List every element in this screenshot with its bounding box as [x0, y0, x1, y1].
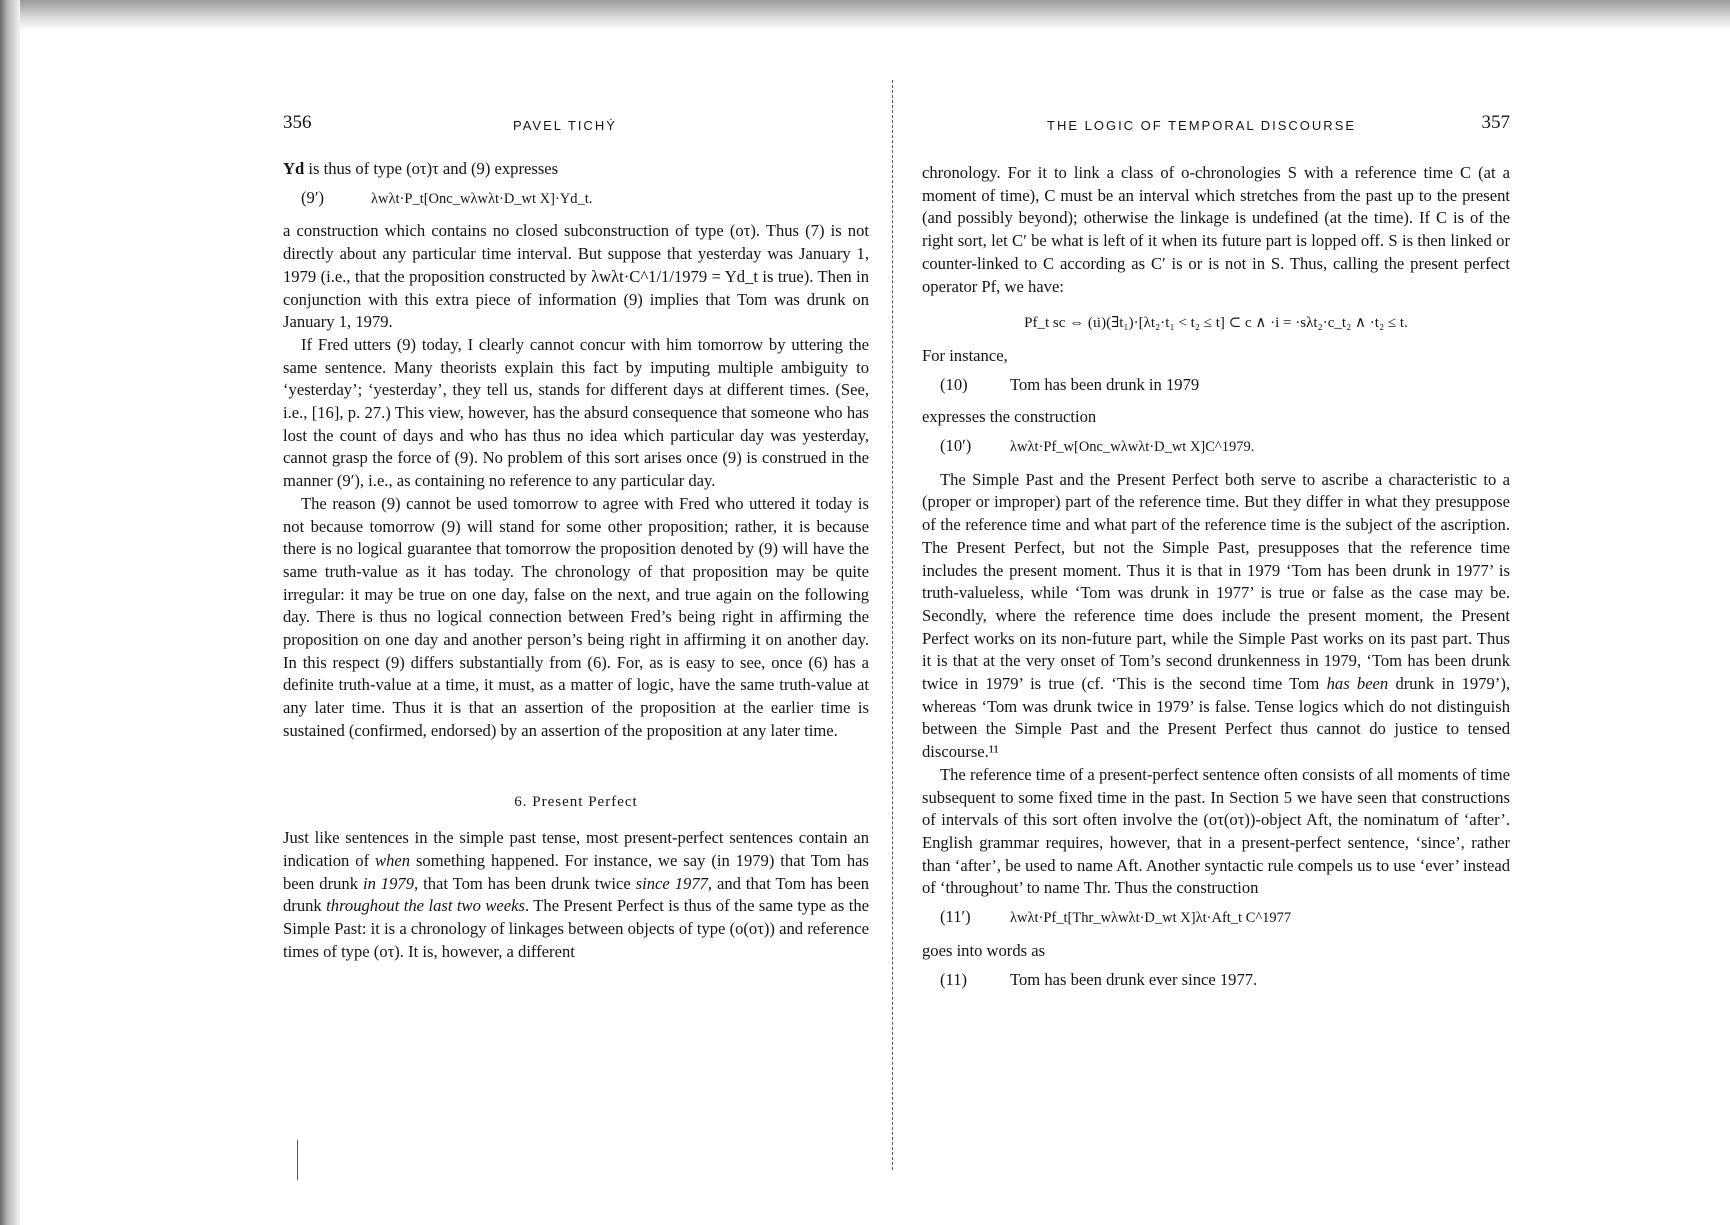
- margin-mark: [297, 1140, 298, 1180]
- example-text: Tom has been drunk ever since 1977.: [1010, 969, 1258, 989]
- left-para-5: [283, 827, 869, 963]
- example-formula: λwλt·Pf_t[Thr_wλwλt·D_wt X]λt·Aft_t C^1977: [1010, 910, 1292, 927]
- pf-definition: Pf_t sc ⇔ (ιi)(∃t₁)·[λt₂·t₁ < t₂ ≤ t] ⊂ c ∧ ·i = ·sλt₂·c_t₂ ∧ ·t₂ ≤ t.: [1024, 315, 1408, 332]
- example-11-prime: [922, 906, 1510, 930]
- italic-run: when: [375, 850, 411, 870]
- for-instance: For instance,: [922, 345, 1008, 365]
- section-heading: 6. Present Perfect: [514, 793, 638, 810]
- left-para-4: The reason (9) cannot be used tomorrow to agree with Fred who uttered it today is not because tomorrow (9) will stand for some other proposition; rather, it is because there is no logical guarantee that tomorrow the proposition denoted by (9) will have the same truth-value as it has today. The chronology of that proposition may be quite irregular: it may be true on one day, false on the next, and true again on the following day. There is thus no logical connection between Fred’s being right in affirming the proposition on one day and another person’s being right in affirming it on another day. In this respect (9) differs substantially from (6). For, as is easy to see, once (6) has a definite truth-value at a time, it must, as a matter of logic, have the same truth-value at any later time. Thus it is that an assertion of the proposition at the earlier time is sustained (confirmed, endorsed) by an assertion of the proposition at any later time.: [283, 493, 869, 740]
- italic-run: since 1977: [635, 873, 708, 893]
- left-running-head: [283, 112, 869, 136]
- text-run: Just like sentences in the simple past tense, most present-perfect sentences contain an indication of: [283, 828, 869, 870]
- example-formula: λwλt·P_t[Onc_wλwλt·D_wt X]·Yd_t.: [371, 190, 593, 207]
- scan-left-edge: [0, 0, 20, 1225]
- example-9-prime: [283, 187, 869, 211]
- left-body: [283, 158, 869, 964]
- expresses-line: expresses the construction: [922, 407, 1097, 427]
- right-body: [922, 162, 1510, 1001]
- goes-into-line: goes into words as: [922, 940, 1046, 960]
- example-10-prime: [922, 435, 1510, 459]
- right-running-title: THE LOGIC OF TEMPORAL DISCOURSE: [1047, 118, 1357, 133]
- right-para-2: [922, 469, 1510, 764]
- left-para-2: a construction which contains no closed subconstruction of type (oτ). Thus (7) is not directly about any particular time interval. But suppose that yesterday was January 1, 1979 (i.e., that the proposition constructed by λwλt·C^1/1/1979 = Yd_t is true). Then in conjunction with this extra piece of information (9) implies that Tom was drunk on January 1, 1979.: [283, 221, 869, 332]
- scan-top-shadow: [0, 0, 1730, 30]
- example-label: (9′): [301, 187, 324, 207]
- example-10: [922, 374, 1510, 397]
- example-label: (11′): [940, 907, 971, 927]
- book-gutter: [892, 80, 893, 1170]
- text-run: , that Tom has been drunk twice: [414, 873, 636, 893]
- right-page-number: 357: [1481, 112, 1510, 133]
- text-run: drunk in 1979’), whereas ‘Tom was drunk twice in 1979’ is false. Tense logics which do not distinguish between the Simple Past and the Present Perfect thus cannot do justice to tensed discourse.¹¹: [922, 674, 1510, 762]
- left-page-number: 356: [283, 112, 312, 133]
- italic-run: has been: [1326, 674, 1389, 694]
- right-para-1: chronology. For it to link a class of o-chronologies S with a reference time C (at a moment of time), C must be an interval which stretches from the past up to the present (and possibly beyond); otherwise the linkage is undefined (at the time). If C is of the right sort, let C′ be what is left of it when its future part is lopped off. S is then linked or counter-linked to C according as C′ is or is not in S. Thus, calling the present perfect operator Pf, we have:: [922, 163, 1510, 296]
- italic-run: in 1979: [362, 873, 414, 893]
- example-formula: λwλt·Pf_w[Onc_wλwλt·D_wt X]C^1979.: [1010, 439, 1255, 456]
- left-para-3: If Fred utters (9) today, I clearly cannot concur with him tomorrow by uttering the same sentence. Many theorists explain this fact by imputing multiple ambiguity to ‘yesterday’; ‘yesterday’, they tell us, stands for different days at different times. (See, i.e., [16], p. 27.) This view, however, has the absurd consequence that someone who has lost the count of days and who has thus no idea which particular day was yesterday, cannot grasp the force of (9). No problem of this sort arises once (9) is construed in the manner (9′), i.e., as containing no reference to any particular day.: [283, 334, 869, 491]
- yd-symbol: Yd: [283, 159, 305, 178]
- left-para-1-text: is thus of type (oτ)τ and (9) expresses: [304, 159, 559, 178]
- right-running-head: [922, 112, 1510, 136]
- left-para-1: [283, 158, 869, 181]
- text-run: something happened. For instance, we say (in 1979) that Tom has been drunk: [283, 850, 869, 893]
- right-para-3: The reference time of a present-perfect sentence often consists of all moments of time subsequent to some fixed time in the past. In Section 5 we have seen that constructions of intervals of this sort often involve the (oτ(oτ))-object Aft, the nominatum of ‘after’. English grammar requires, however, that in a present-perfect sentence, ‘since’, rather than ‘after’, be used to name Aft. Another syntactic rule compels us to use ‘ever’ instead of ‘throughout’ to name Thr. Thus the construction: [922, 764, 1510, 898]
- left-running-title: PAVEL TICHÝ: [513, 118, 617, 133]
- example-label: (10): [940, 374, 968, 394]
- text-run: The Simple Past and the Present Perfect both serve to ascribe a characteristic to a (proper or improper) part of the reference time. But they differ in what they presuppose of the reference time and what part of the reference time is the subject of the ascription. The Present Perfect, but not the Simple Past, presupposes that the reference time includes the present moment. Thus it is that in 1979 ‘Tom has been drunk in 1977’ is truth-valueless, while ‘Tom was drunk in 1977’ is true or false as the case may be. Secondly, where the reference time does include the present moment, the Present Perfect works on its non-future part, while the Simple Past works on its past part. Thus it is that at the very onset of Tom’s second drunkenness in 1979, ‘Tom has been drunk twice in 1979’ is true (cf. ‘This is the second time Tom: [922, 469, 1510, 694]
- example-label: (11): [940, 969, 968, 989]
- text-run: . The Present Perfect is thus of the same type as the Simple Past: it is a chronology of linkages between objects of type (o(oτ)) and reference times of type (oτ). It is, however, a different: [283, 896, 869, 961]
- italic-run: throughout the last two weeks: [326, 896, 525, 916]
- example-label: (10′): [940, 436, 972, 456]
- text-run: , and that Tom has been drunk: [283, 873, 869, 916]
- example-11: [922, 969, 1510, 992]
- example-text: Tom has been drunk in 1979: [1010, 374, 1200, 394]
